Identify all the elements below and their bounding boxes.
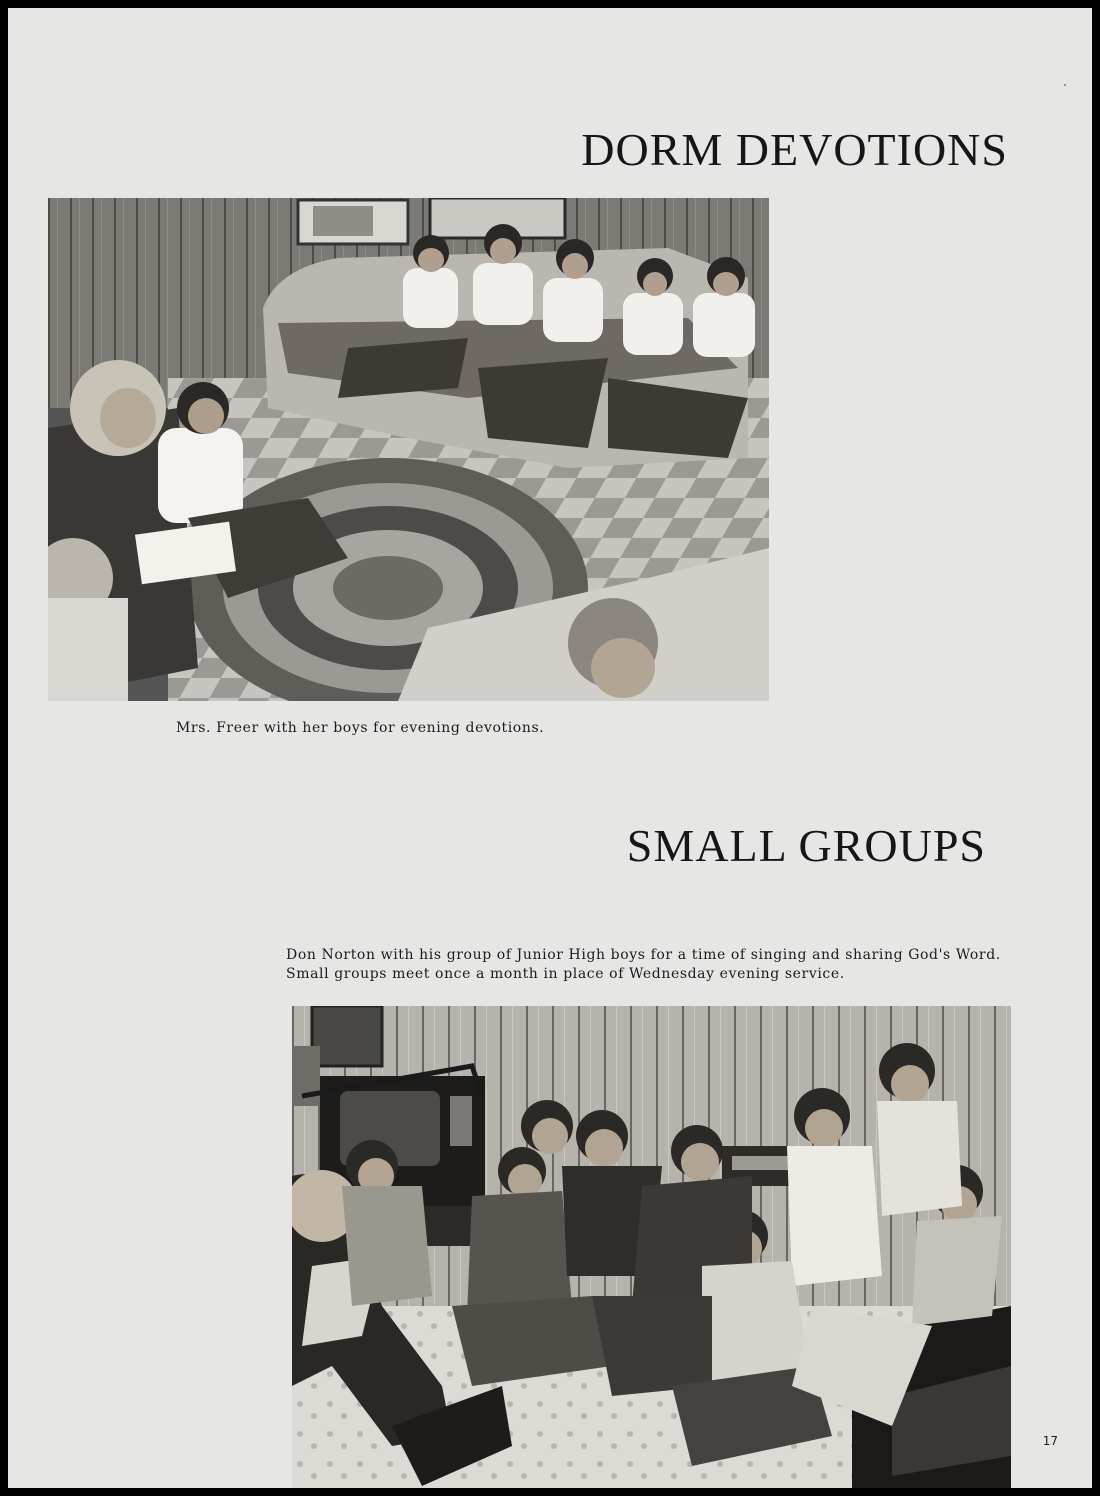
small-groups-photo [292,1006,1011,1488]
small-groups-title: SMALL GROUPS [626,819,986,871]
dorm-devotions-caption: Mrs. Freer with her boys for evening devotions. [176,720,545,736]
yearbook-page [8,8,1092,1488]
small-groups-caption: Don Norton with his group of Junior High boys for a time of singing and sharing God's Word. Small groups meet once a month in place of Wednesday evening service. [286,947,1001,982]
dorm-devotions-photo [48,198,769,701]
dorm-devotions-title: DORM DEVOTIONS [581,123,1008,175]
page-number: 17 [1042,1434,1058,1448]
print-speck [1064,84,1066,86]
